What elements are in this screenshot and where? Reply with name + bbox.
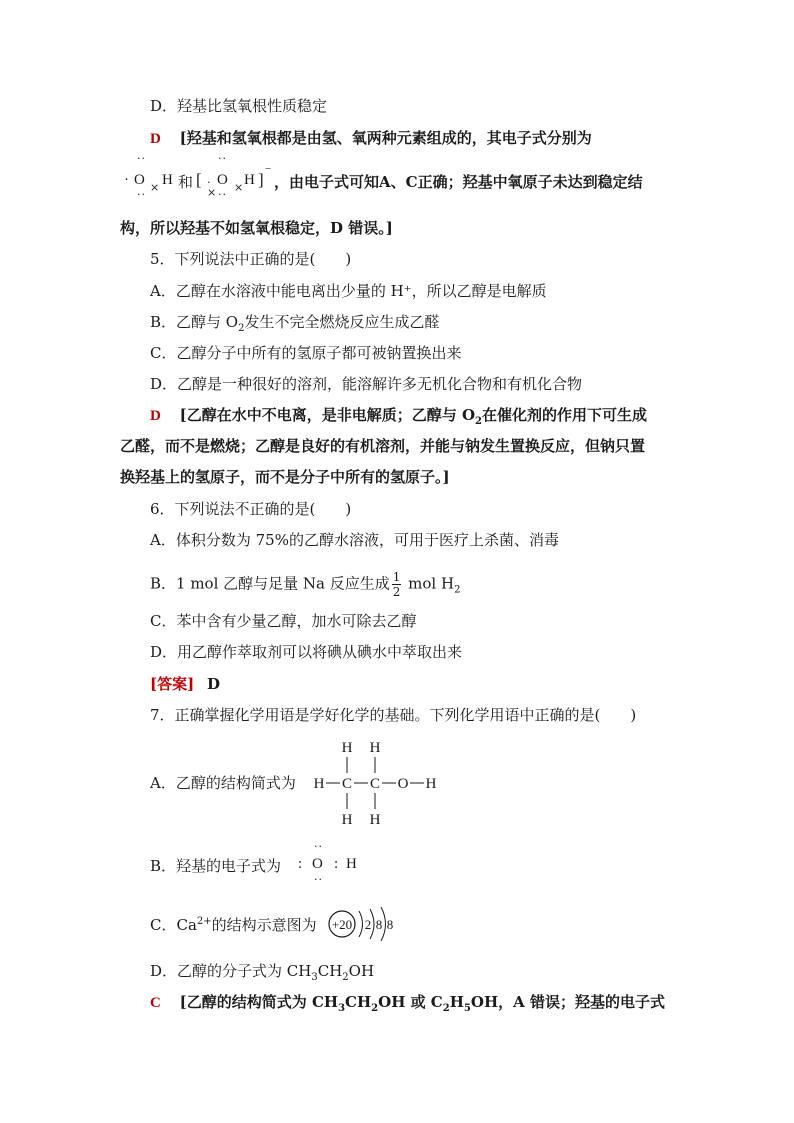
q6-stem: 6．下列说法不正确的是( ) <box>150 500 352 518</box>
electron-dots-icon: ·· <box>314 873 323 886</box>
atom-h: H <box>425 776 437 792</box>
q6-option-a: A．体积分数为 75%的乙醇水溶液，可用于医疗上杀菌、消毒 <box>150 531 559 549</box>
q4-answer-letter: D <box>150 131 161 147</box>
q6-option-d: D．用乙醇作萃取剂可以将碘从碘水中萃取出来 <box>150 643 463 661</box>
q7-option-a: A．乙醇的结构简式为 <box>150 774 296 792</box>
q7-option-d: D．乙醇的分子式为 $CH_3CH_2OH$ <box>150 962 375 983</box>
electron-cross-icon: × <box>150 181 161 194</box>
electron-dots-icon: ·· <box>314 840 323 853</box>
electron-dot-left-icon: · <box>124 172 129 188</box>
electron-dots-icon: ·· <box>218 188 227 201</box>
q7-answer-letter: C <box>150 995 161 1011</box>
atom-h: H <box>341 812 353 828</box>
bracket-open: [ <box>196 170 202 189</box>
q4-explain-text-2: ，由电子式可知A、C正确；羟基中氧原子未达到稳定结 <box>274 173 643 191</box>
q5-option-c: C．乙醇分子中所有的氢原子都可被钠置换出来 <box>150 344 462 362</box>
q5-option-d: D．乙醇是一种很好的溶剂，能溶解许多无机化合物和有机化合物 <box>150 375 583 393</box>
q7-option-b: B．羟基的电子式为 <box>150 857 282 875</box>
q4-explanation-line3: 构，所以羟基不如氢氧根稳定，D 错误。] <box>120 219 393 237</box>
q5-explanation-line3: 换羟基上的氢原子，而不是分子中所有的氢原子。] <box>120 468 450 486</box>
shell-electrons: 8 <box>386 917 394 932</box>
q5-answer-letter: D <box>150 408 161 424</box>
q7-explanation-line1: C [乙醇的结构简式为 $CH_3CH_2OH$ 或 $C_2H_5OH$，A 错误；羟基的电子式 <box>150 993 665 1014</box>
shell-electrons: 2 <box>364 917 372 932</box>
q5-option-b: B．乙醇与 $O_2$发生不完全燃烧反应生成乙醛 <box>150 313 440 334</box>
atom-c: C <box>369 776 381 792</box>
hydroxide-oxygen: O <box>217 172 228 188</box>
calcium-ion-structure-diagram <box>326 906 400 942</box>
electron-dots-icon: ·· <box>137 152 146 165</box>
q6-option-b: B．1 mol 乙醇与足量 Na 反应生成 $\frac{1}{2}$ mol $H_2$ <box>150 570 461 599</box>
q5-option-a: A．乙醇在水溶液中能电离出少量的 H⁺，所以乙醇是电解质 <box>150 282 547 300</box>
q5-explanation-line2: 乙醛，而不是燃烧；乙醇是良好的有机溶剂，并能与钠发生置换反应，但钠只置 <box>120 437 646 455</box>
electron-cross-icon: × <box>207 186 218 199</box>
nucleus-charge: +20 <box>331 917 353 932</box>
atom-o: O <box>397 776 409 792</box>
atom-h: H <box>369 812 381 828</box>
formula-and: 和 <box>178 173 194 191</box>
q6-answer <box>150 674 220 694</box>
hydroxyl-hydrogen: H <box>162 172 173 188</box>
q6-option-c: C．苯中含有少量乙醇，加水可除去乙醇 <box>150 612 417 630</box>
q7-option-c: C．$Ca^{2+}$的结构示意图为 <box>150 916 317 934</box>
electron-colon-icon: : <box>298 856 303 872</box>
atom-h: H <box>313 776 325 792</box>
q5-stem: 5．下列说法中正确的是( ) <box>150 250 352 268</box>
atom-c: C <box>341 776 353 792</box>
q7-stem: 7．正确掌握化学用语是学好化学的基础。下列化学用语中正确的是( ) <box>150 706 637 724</box>
electron-cross-icon: × <box>234 181 245 194</box>
charge-sign: − <box>265 163 272 175</box>
shell-electrons: 8 <box>375 917 383 932</box>
oxygen-atom: O <box>312 856 323 872</box>
ethanol-structure-diagram <box>305 736 455 832</box>
hydrogen-atom: H <box>346 856 357 872</box>
q5-explanation-line1: D [乙醇在水中不电离，是非电解质；乙醇与 $O_2$在催化剂的作用下可生成 <box>150 406 647 427</box>
electron-dots-icon: ·· <box>137 188 146 201</box>
q4-option-d: D．羟基比氢氧根性质稳定 <box>150 97 328 115</box>
q6-answer-letter: D <box>206 675 220 693</box>
answer-label: [答案] <box>150 675 195 693</box>
electron-dots-icon: ·· <box>218 152 227 165</box>
q4-explain-text: [羟基和氢氧根都是由氢、氧两种元素组成的，其电子式分别为 <box>179 129 592 147</box>
electron-colon-icon: : <box>334 856 339 872</box>
atom-h: H <box>341 740 353 756</box>
fraction: $\frac{1}{2}$ <box>392 570 401 599</box>
electron-dot-icon: · <box>207 176 212 189</box>
hydroxyl-oxygen: O <box>134 172 145 188</box>
atom-h: H <box>369 740 381 756</box>
bracket-close: ] <box>258 170 264 189</box>
q4-explanation-line1 <box>150 128 592 149</box>
hydroxide-hydrogen: H <box>244 172 255 188</box>
